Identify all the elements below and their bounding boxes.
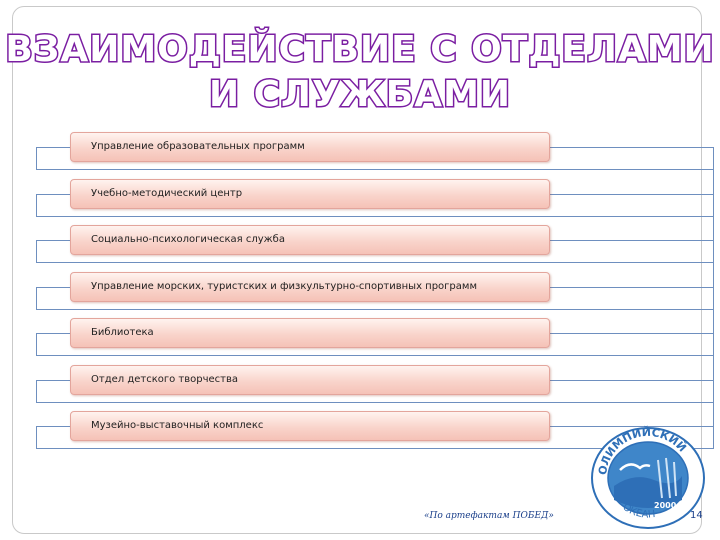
- department-label: Отдел детского творчества: [91, 373, 239, 385]
- department-label: Библиотека: [91, 327, 154, 338]
- department-box: [70, 318, 550, 348]
- department-label: Учебно-методический центр: [91, 187, 243, 199]
- department-label: Социально-психологическая служба: [91, 234, 285, 245]
- department-box: [70, 365, 550, 395]
- logo-bottom-text: ОКЕАН: [620, 501, 656, 521]
- page-number: 14: [690, 510, 703, 521]
- department-label: Музейно-выставочный комплекс: [91, 420, 264, 431]
- logo-ring-text: ОЛИМПИЙСКИЙ: [595, 425, 689, 476]
- footer-motto: «По артефактам ПОБЕД»: [424, 511, 554, 521]
- department-label: Управление образовательных программ: [91, 141, 305, 152]
- logo-year: 2000: [654, 501, 677, 510]
- department-box: [70, 132, 550, 162]
- title-line-2: И СЛУЖБАМИ: [208, 74, 512, 115]
- title-line-1: ВЗАИМОДЕЙСТВИЕ С ОТДЕЛАМИ: [5, 29, 715, 70]
- department-label: Управление морских, туристских и физкультурно-спортивных программ: [91, 280, 477, 292]
- department-box: [70, 179, 550, 209]
- department-box: [70, 225, 550, 255]
- department-box: [70, 411, 550, 441]
- department-box: [70, 272, 550, 302]
- connector-right-edge: [713, 147, 714, 449]
